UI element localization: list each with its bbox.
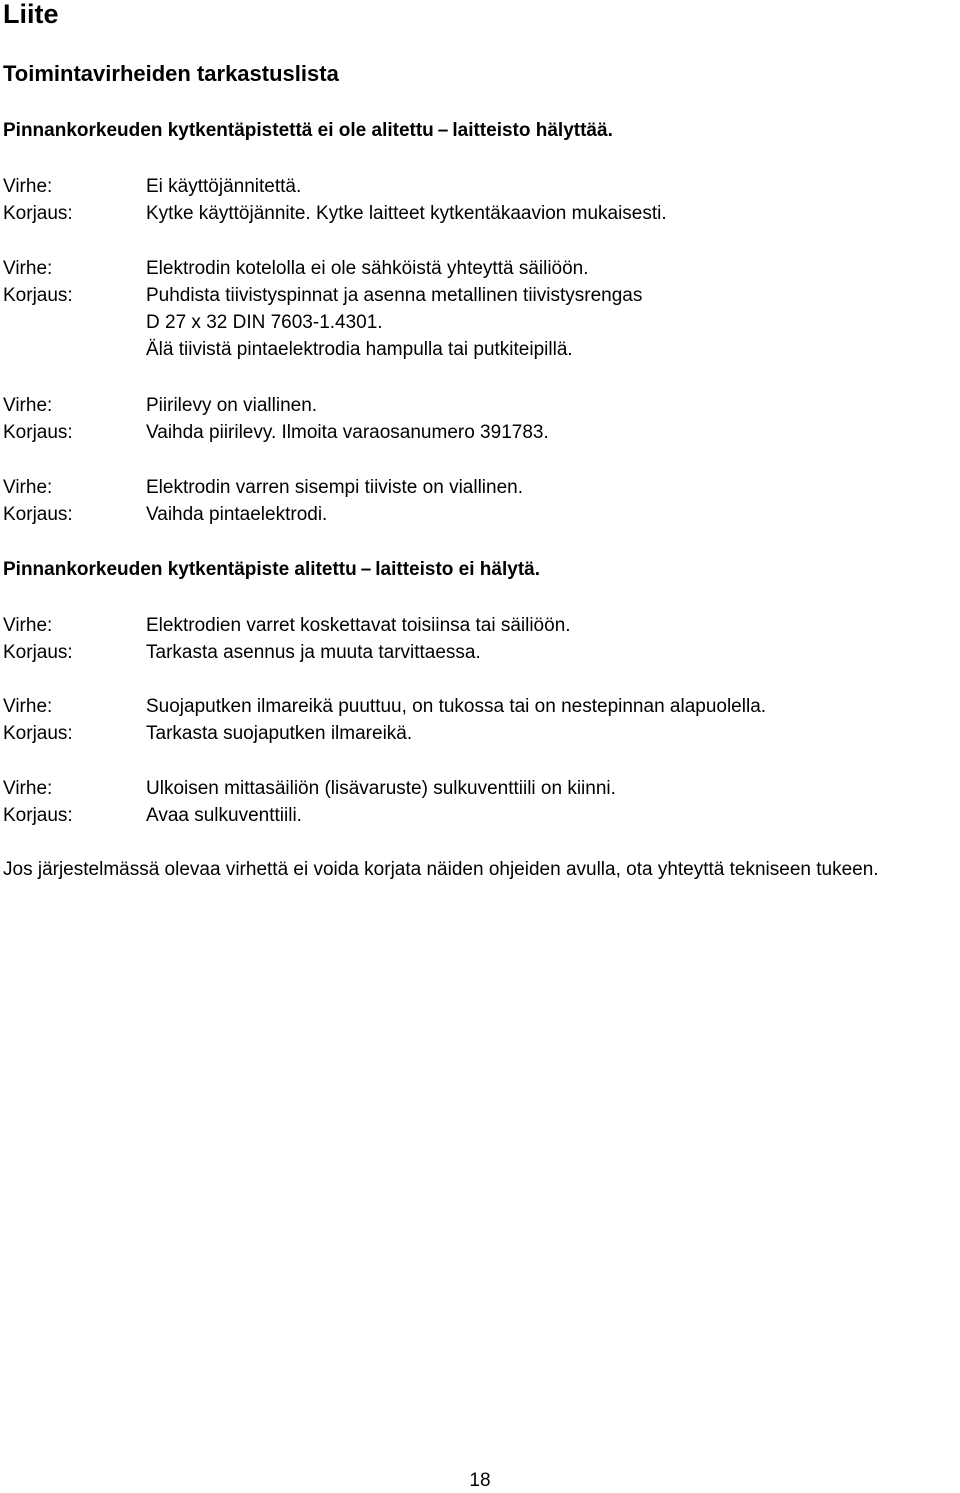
fix-text: Tarkasta suojaputken ilmareikä. xyxy=(146,723,413,744)
fault-text: Piirilevy on viallinen. xyxy=(146,395,318,416)
section-heading-part1: Pinnankorkeuden kytkentäpistettä ei ole alitettu xyxy=(3,120,434,141)
fault-entry xyxy=(3,693,960,747)
fault-label: Virhe: xyxy=(3,176,53,197)
fix-label: Korjaus: xyxy=(3,805,73,826)
page-number: 18 xyxy=(469,1470,491,1491)
fault-text: Ulkoisen mittasäiliön (lisävaruste) sulkuventtiili on kiinni. xyxy=(146,778,616,799)
fix-text: Kytke käyttöjännite. Kytke laitteet kytkentäkaavion mukaisesti. xyxy=(146,203,667,224)
fault-entry xyxy=(3,612,960,666)
fix-label: Korjaus: xyxy=(3,285,73,306)
fault-text: Suojaputken ilmareikä puuttuu, on tukossa tai on nestepinnan alapuolella. xyxy=(146,696,767,717)
section-heading-dash: – xyxy=(360,559,372,580)
fault-text: Elektrodin kotelolla ei ole sähköistä yhteyttä säiliöön. xyxy=(146,258,589,279)
fix-label: Korjaus: xyxy=(3,642,73,663)
fault-label: Virhe: xyxy=(3,615,53,636)
section-heading-no-alarm-fault xyxy=(3,557,540,583)
fix-text: Tarkasta asennus ja muuta tarvittaessa. xyxy=(146,642,481,663)
fault-entry xyxy=(3,255,960,363)
checklist-title: Toimintavirheiden tarkastuslista xyxy=(3,61,339,86)
fault-label: Virhe: xyxy=(3,778,53,799)
support-contact-note: Jos järjestelmässä olevaa virhettä ei voida korjata näiden ohjeiden avulla, ota yhteyttä tekniseen tukeen. xyxy=(3,859,879,880)
fix-text: Vaihda piirilevy. Ilmoita varaosanumero 391783. xyxy=(146,422,549,443)
fix-label: Korjaus: xyxy=(3,422,73,443)
section-heading-part1: Pinnankorkeuden kytkentäpiste alitettu xyxy=(3,559,357,580)
fault-label: Virhe: xyxy=(3,696,53,717)
section-heading-dash: – xyxy=(437,120,449,141)
fault-entry xyxy=(3,474,960,528)
fix-label: Korjaus: xyxy=(3,504,73,525)
section-heading-no-alarm-expected xyxy=(3,118,613,144)
fix-text: Älä tiivistä pintaelektrodia hampulla tai putkiteipillä. xyxy=(146,339,573,360)
fault-text: Elektrodin varren sisempi tiiviste on viallinen. xyxy=(146,477,523,498)
section-heading-part2: laitteisto ei hälytä. xyxy=(375,559,541,580)
fix-text: D 27 x 32 DIN 7603-1.4301. xyxy=(146,312,383,333)
fault-label: Virhe: xyxy=(3,395,53,416)
fix-label: Korjaus: xyxy=(3,203,73,224)
fault-entry xyxy=(3,775,960,829)
fault-label: Virhe: xyxy=(3,477,53,498)
page-title: Liite xyxy=(3,0,59,29)
fix-text: Vaihda pintaelektrodi. xyxy=(146,504,328,525)
fault-text: Ei käyttöjännitettä. xyxy=(146,176,302,197)
fix-label: Korjaus: xyxy=(3,723,73,744)
fault-text: Elektrodien varret koskettavat toisiinsa tai säiliöön. xyxy=(146,615,571,636)
fault-entry xyxy=(3,392,960,446)
fault-label: Virhe: xyxy=(3,258,53,279)
fix-text: Avaa sulkuventtiili. xyxy=(146,805,302,826)
section-heading-part2: laitteisto hälyttää. xyxy=(452,120,613,141)
fault-entry xyxy=(3,173,960,227)
fix-text: Puhdista tiivistyspinnat ja asenna metallinen tiivistysrengas xyxy=(146,285,643,306)
